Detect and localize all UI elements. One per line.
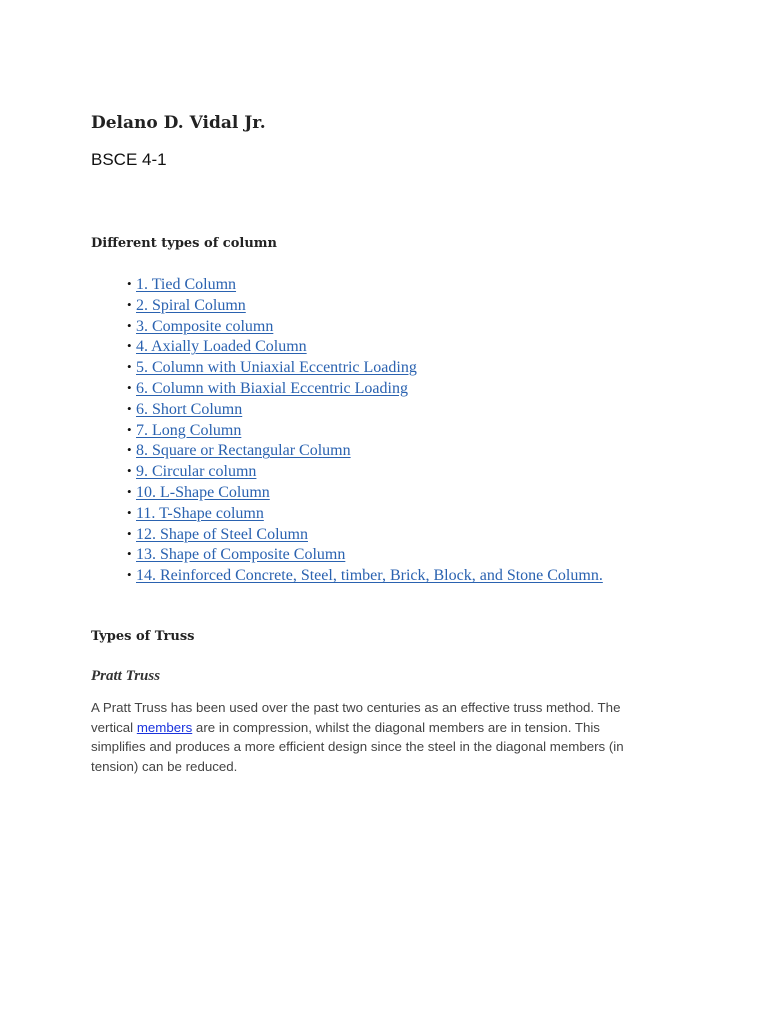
members-link[interactable]: members — [136, 719, 193, 735]
pratt-truss-title: Pratt Truss — [91, 668, 161, 684]
bullet-icon: • — [127, 525, 132, 541]
list-item — [127, 461, 603, 482]
author-name: Delano D. Vidal Jr. — [91, 113, 266, 133]
column-type-link[interactable]: 9. Circular column — [136, 463, 257, 481]
list-item — [127, 440, 603, 461]
column-types-list — [127, 274, 603, 586]
paragraph-line: A Pratt Truss has been used over the past two centuries as an effective truss method. The — [91, 700, 621, 715]
list-item — [127, 295, 603, 316]
list-item — [127, 524, 603, 545]
column-type-link[interactable]: 2. Spiral Column — [136, 296, 246, 314]
bullet-icon: • — [127, 442, 132, 458]
column-type-link[interactable]: 10. L-Shape Column — [136, 483, 270, 501]
column-type-link[interactable]: 13. Shape of Composite Column — [136, 546, 346, 564]
list-item — [127, 378, 603, 399]
paragraph-line: simplifies and produces a more efficient design since the steel in the diagonal members (in — [91, 739, 624, 754]
bullet-icon: • — [127, 338, 132, 354]
list-item — [127, 399, 603, 420]
paragraph-line — [91, 718, 681, 738]
list-item — [127, 503, 603, 524]
class-section: BSCE 4-1 — [91, 150, 167, 169]
truss-heading: Types of Truss — [91, 629, 195, 644]
bullet-icon: • — [127, 359, 132, 375]
list-item — [127, 544, 603, 565]
bullet-icon: • — [127, 276, 132, 291]
paragraph-text: are in compression, whilst the diagonal members are in tension. This — [192, 719, 600, 735]
column-type-link[interactable]: 5. Column with Uniaxial Eccentric Loading — [136, 359, 417, 377]
bullet-icon: • — [127, 483, 132, 499]
bullet-icon: • — [127, 421, 132, 437]
list-item — [127, 420, 603, 441]
column-type-link[interactable]: 6. Column with Biaxial Eccentric Loading — [136, 379, 408, 397]
column-type-link[interactable]: 14. Reinforced Concrete, Steel, timber, Brick, Block, and Stone Column. — [136, 567, 603, 585]
list-item — [127, 482, 603, 503]
bullet-icon: • — [127, 567, 132, 583]
column-type-link[interactable]: 12. Shape of Steel Column — [136, 525, 308, 543]
bullet-icon: • — [127, 317, 132, 333]
bullet-icon: • — [127, 296, 132, 312]
list-item — [127, 274, 603, 295]
paragraph-text: vertical — [91, 719, 137, 735]
column-type-link[interactable]: 11. T-Shape column — [136, 504, 264, 522]
bullet-icon: • — [127, 463, 132, 479]
column-type-link[interactable]: 6. Short Column — [136, 400, 243, 418]
bullet-icon: • — [127, 546, 132, 562]
column-type-link[interactable]: 1. Tied Column — [136, 276, 237, 293]
bullet-icon: • — [127, 400, 132, 416]
column-type-link[interactable]: 4. Axially Loaded Column — [136, 338, 307, 356]
bullet-icon: • — [127, 504, 132, 520]
column-type-link[interactable]: 7. Long Column — [136, 421, 242, 439]
list-item — [127, 336, 603, 357]
paragraph-line: tension) can be reduced. — [91, 758, 238, 774]
column-type-link[interactable]: 3. Composite column — [136, 317, 274, 335]
bullet-icon: • — [127, 379, 132, 395]
pratt-truss-paragraph — [91, 698, 681, 776]
columns-heading: Different types of column — [91, 236, 277, 251]
list-item — [127, 316, 603, 337]
list-item — [127, 565, 603, 586]
column-type-link[interactable]: 8. Square or Rectangular Column — [136, 442, 351, 460]
list-item — [127, 357, 603, 378]
